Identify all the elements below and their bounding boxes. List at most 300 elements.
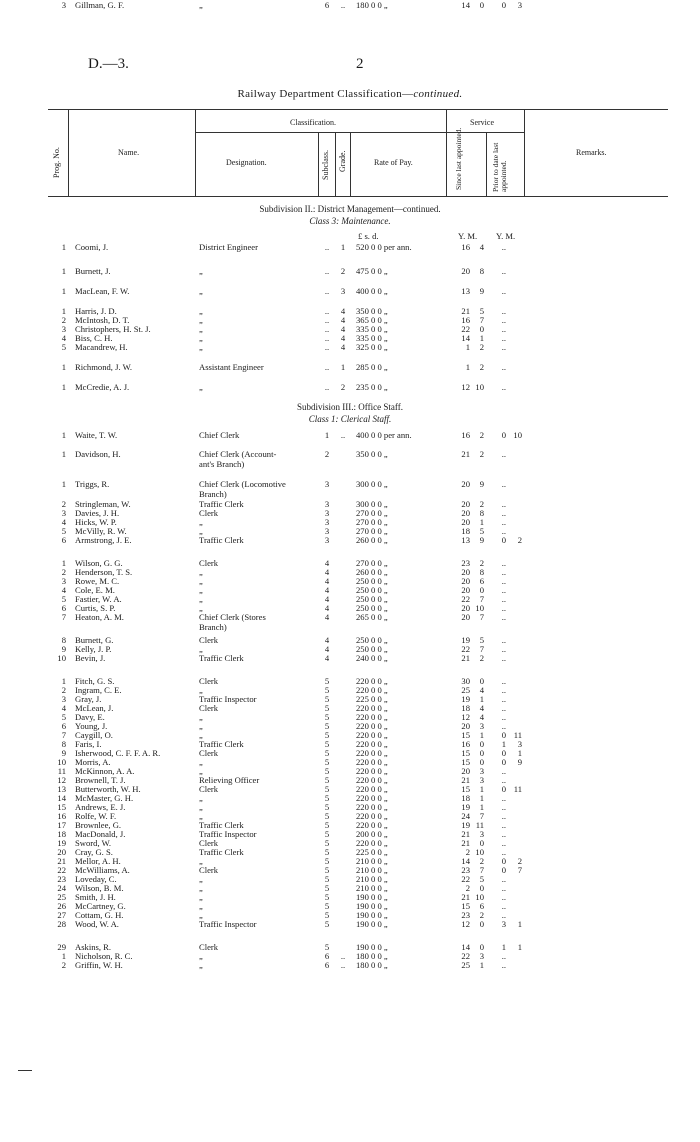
cell-sub: 5 xyxy=(324,942,330,952)
cell-y1: 23 xyxy=(461,865,470,875)
cell-y2: .. xyxy=(501,766,506,776)
cell-sub: 5 xyxy=(324,802,330,812)
cell-name: Heaton, A. M. xyxy=(75,612,124,622)
cell-no: 3 xyxy=(61,694,66,704)
cell-grade: .. xyxy=(340,951,346,961)
cell-grade: .. xyxy=(340,960,346,970)
cell-no: 1 xyxy=(61,382,66,392)
cell-no: 5 xyxy=(61,526,66,536)
cell-y1: 15 xyxy=(461,748,470,758)
cell-sub: 5 xyxy=(324,721,330,731)
cell-desig: Traffic Clerk xyxy=(199,820,244,830)
cell-name: Macandrew, H. xyxy=(75,342,128,352)
cell-no: 1 xyxy=(61,558,66,568)
cell-rate: 300 0 0 „ xyxy=(356,479,388,489)
cell-no: 3 xyxy=(61,324,66,334)
cell-y2: .. xyxy=(501,526,506,536)
cell-name: McVilly, R. W. xyxy=(75,526,127,536)
cell-m1: 5 xyxy=(479,526,484,536)
cell-y2: .. xyxy=(501,960,506,970)
cell-sub: .. xyxy=(324,306,330,316)
cell-y1: 20 xyxy=(461,567,470,577)
cell-desig: Clerk xyxy=(199,703,219,713)
cell-no: 18 xyxy=(57,829,66,839)
cell-y1: 20 xyxy=(461,721,470,731)
cell-y1: 22 xyxy=(461,644,470,654)
cell-name: Young, J. xyxy=(75,721,108,731)
cell-m1: 6 xyxy=(479,901,484,911)
cell-no: 8 xyxy=(61,739,66,749)
cell-y2: .. xyxy=(501,585,506,595)
cell-name: Isherwood, C. F. F. A. R. xyxy=(75,748,161,758)
cell-sub: 5 xyxy=(324,793,330,803)
cell-y2: 0 xyxy=(501,856,506,866)
cell-sub: 5 xyxy=(324,748,330,758)
cell-sub: 5 xyxy=(324,676,330,686)
cell-y2: .. xyxy=(501,635,506,645)
cell-no: 2 xyxy=(61,315,66,325)
table-row xyxy=(0,286,700,297)
cell-name: Gillman, G. F. xyxy=(75,0,125,10)
cell-desig: „ xyxy=(199,883,203,893)
cell-y1: 2 xyxy=(465,847,470,857)
cell-desig-cont: ant's Branch) xyxy=(199,459,245,469)
cell-y1: 12 xyxy=(461,712,470,722)
cell-no: 13 xyxy=(57,784,66,794)
cell-m1: 4 xyxy=(479,703,484,713)
cell-m1: 7 xyxy=(479,865,484,875)
cell-y2: .. xyxy=(501,333,506,343)
cell-m1: 1 xyxy=(479,517,484,527)
cell-rate: 220 0 0 „ xyxy=(356,766,388,776)
cell-rate: 350 0 0 „ xyxy=(356,306,388,316)
cell-m1: 0 xyxy=(479,838,484,848)
table-row xyxy=(0,266,700,277)
cell-name: Sword, W. xyxy=(75,838,112,848)
name-header: Name. xyxy=(118,148,140,157)
cell-y1: 15 xyxy=(461,757,470,767)
cell-sub: 5 xyxy=(324,838,330,848)
cell-y1: 12 xyxy=(461,919,470,929)
cell-name: Cottam, G. H. xyxy=(75,910,124,920)
cell-y1: 18 xyxy=(461,526,470,536)
table-row xyxy=(0,653,700,664)
cell-sub: 5 xyxy=(324,739,330,749)
cell-no: 5 xyxy=(61,712,66,722)
cell-no: 1 xyxy=(61,449,66,459)
cell-m1: 7 xyxy=(479,811,484,821)
cell-no: 9 xyxy=(61,748,66,758)
cell-name: Coomi, J. xyxy=(75,242,109,252)
cell-rate: 220 0 0 „ xyxy=(356,775,388,785)
cell-desig: Clerk xyxy=(199,676,219,686)
cell-no: 7 xyxy=(61,730,66,740)
cell-sub: 5 xyxy=(324,910,330,920)
cell-desig: „ xyxy=(199,892,203,902)
cell-m1: 2 xyxy=(479,558,484,568)
cell-grade: 4 xyxy=(340,324,346,334)
cell-y1: 20 xyxy=(461,479,470,489)
cell-rate: 220 0 0 „ xyxy=(356,757,388,767)
cell-sub: 4 xyxy=(324,567,330,577)
cell-y2: .. xyxy=(501,820,506,830)
cell-y2: .. xyxy=(501,286,506,296)
cell-y1: 13 xyxy=(461,286,470,296)
cell-name: McKinnon, A. A. xyxy=(75,766,135,776)
cell-y2: .. xyxy=(501,676,506,686)
cell-desig: „ xyxy=(199,685,203,695)
cell-m2: 3 xyxy=(517,0,522,10)
cell-no: 24 xyxy=(57,883,66,893)
cell-desig: „ xyxy=(199,901,203,911)
cell-name: Henderson, T. S. xyxy=(75,567,133,577)
cell-m1: 3 xyxy=(479,829,484,839)
cell-m1: 7 xyxy=(479,315,484,325)
cell-rate: 260 0 0 „ xyxy=(356,567,388,577)
table-row xyxy=(0,919,700,930)
cell-m1: 0 xyxy=(479,942,484,952)
cell-rate: 210 0 0 „ xyxy=(356,856,388,866)
cell-no: 1 xyxy=(61,362,66,372)
cell-y2: 0 xyxy=(501,748,506,758)
cell-desig: „ xyxy=(199,266,203,276)
cell-desig: „ xyxy=(199,342,203,352)
cell-no: 21 xyxy=(57,856,66,866)
cell-y1: 21 xyxy=(461,449,470,459)
cell-m1: 10 xyxy=(475,892,484,902)
cell-rate: 190 0 0 „ xyxy=(356,892,388,902)
cell-y1: 15 xyxy=(461,901,470,911)
cell-y1: 20 xyxy=(461,508,470,518)
cell-name: Askins, R. xyxy=(75,942,112,952)
cell-name: Mellor, A. H. xyxy=(75,856,121,866)
cell-rate: 270 0 0 „ xyxy=(356,517,388,527)
cell-no: 4 xyxy=(61,585,66,595)
cell-no: 10 xyxy=(57,653,66,663)
cell-no: 27 xyxy=(57,910,66,920)
cell-rate: 220 0 0 „ xyxy=(356,784,388,794)
cell-y2: .. xyxy=(501,694,506,704)
page-title xyxy=(0,88,700,100)
cell-no: 2 xyxy=(61,567,66,577)
cell-y1: 18 xyxy=(461,793,470,803)
cell-y2: .. xyxy=(501,829,506,839)
cell-y1: 23 xyxy=(461,558,470,568)
cell-m1: 0 xyxy=(479,676,484,686)
cell-m1: 9 xyxy=(479,479,484,489)
cell-rate: 260 0 0 „ xyxy=(356,535,388,545)
cell-sub: 5 xyxy=(324,811,330,821)
cell-y1: 15 xyxy=(461,784,470,794)
cell-y2: .. xyxy=(501,874,506,884)
cell-rate: 250 0 0 „ xyxy=(356,594,388,604)
cell-desig: „ xyxy=(199,960,203,970)
cell-grade: 1 xyxy=(340,242,346,252)
cell-y2: .. xyxy=(501,644,506,654)
cell-rate: 475 0 0 „ xyxy=(356,266,388,276)
cell-y1: 21 xyxy=(461,829,470,839)
cell-desig: „ xyxy=(199,315,203,325)
cell-m1: 3 xyxy=(479,951,484,961)
cell-desig-cont: Branch) xyxy=(199,489,227,499)
cell-rate: 220 0 0 „ xyxy=(356,685,388,695)
cell-y1: 20 xyxy=(461,603,470,613)
cell-y2: 0 xyxy=(501,0,506,10)
cell-name: Christophers, H. St. J. xyxy=(75,324,151,334)
cell-sub: 6 xyxy=(324,960,330,970)
cell-rate: 250 0 0 „ xyxy=(356,635,388,645)
cell-desig: Clerk xyxy=(199,942,219,952)
table-row xyxy=(0,479,700,490)
classification-header: Classification. xyxy=(290,118,336,127)
cell-desig: Traffic Clerk xyxy=(199,739,244,749)
cell-no: 9 xyxy=(61,644,66,654)
cell-m1: 0 xyxy=(479,919,484,929)
cell-m1: 0 xyxy=(479,585,484,595)
cell-grade: 4 xyxy=(340,315,346,325)
table-row xyxy=(0,449,700,460)
cell-grade: 4 xyxy=(340,306,346,316)
cell-m1: 8 xyxy=(479,567,484,577)
cell-rate: 270 0 0 „ xyxy=(356,526,388,536)
cell-sub: 4 xyxy=(324,603,330,613)
cell-sub: 3 xyxy=(324,499,330,509)
cell-y1: 14 xyxy=(461,333,470,343)
cell-m1: 2 xyxy=(479,342,484,352)
cell-rate: 180 0 0 „ xyxy=(356,960,388,970)
cell-name: Kelly, J. P. xyxy=(75,644,112,654)
cell-no: 6 xyxy=(61,721,66,731)
cell-desig: Clerk xyxy=(199,838,219,848)
remarks-header: Remarks. xyxy=(576,148,607,157)
cell-name: Rowe, M. C. xyxy=(75,576,120,586)
table-row xyxy=(0,242,700,253)
cell-no: 10 xyxy=(57,757,66,767)
cell-desig: Traffic Inspector xyxy=(199,694,257,704)
cell-no: 3 xyxy=(61,0,66,10)
cell-y1: 1 xyxy=(465,342,470,352)
cell-y1: 19 xyxy=(461,635,470,645)
cell-m1: 0 xyxy=(479,757,484,767)
cell-m1: 2 xyxy=(479,856,484,866)
cell-desig: „ xyxy=(199,874,203,884)
cell-y1: 21 xyxy=(461,775,470,785)
cell-y2: .. xyxy=(501,847,506,857)
title-main: Railway Department Classification— xyxy=(237,88,414,100)
cell-sub: .. xyxy=(324,333,330,343)
section-class: Class 1: Clerical Staff. xyxy=(308,414,392,424)
cell-rate: 210 0 0 „ xyxy=(356,883,388,893)
cell-no: 1 xyxy=(61,676,66,686)
cell-sub: 5 xyxy=(324,784,330,794)
cell-sub: 5 xyxy=(324,703,330,713)
cell-name: McCredie, A. J. xyxy=(75,382,130,392)
document-reference: D.—3. xyxy=(88,56,129,72)
cell-sub: 4 xyxy=(324,644,330,654)
cell-name: Hicks, W. P. xyxy=(75,517,117,527)
cell-y2: .. xyxy=(501,558,506,568)
cell-y1: 22 xyxy=(461,951,470,961)
cell-y1: 16 xyxy=(461,739,470,749)
cell-no: 19 xyxy=(57,838,66,848)
cell-sub: 5 xyxy=(324,829,330,839)
cell-name: Waite, T. W. xyxy=(75,430,118,440)
cell-no: 4 xyxy=(61,333,66,343)
cell-rate: 300 0 0 „ xyxy=(356,499,388,509)
cell-desig: „ xyxy=(199,856,203,866)
cell-no: 28 xyxy=(57,919,66,929)
cell-desig-cont: Branch) xyxy=(199,622,227,632)
cell-no: 20 xyxy=(57,847,66,857)
cell-y1: 21 xyxy=(461,306,470,316)
cell-y2: .. xyxy=(501,576,506,586)
cell-name: MacDonald, J. xyxy=(75,829,126,839)
cell-no: 4 xyxy=(61,703,66,713)
cell-no: 4 xyxy=(61,517,66,527)
cell-desig: „ xyxy=(199,712,203,722)
cell-y1: 15 xyxy=(461,730,470,740)
section-title: Subdivision II.: District Management—continued. xyxy=(259,204,441,214)
cell-desig: Clerk xyxy=(199,865,219,875)
cell-no: 12 xyxy=(57,775,66,785)
cell-sub: .. xyxy=(324,362,330,372)
cell-y2: .. xyxy=(501,892,506,902)
cell-rate: 235 0 0 „ xyxy=(356,382,388,392)
cell-y2: .. xyxy=(501,315,506,325)
service-units: Y. M. xyxy=(458,231,478,241)
cell-name: Bevin, J. xyxy=(75,653,106,663)
cell-desig: Traffic Clerk xyxy=(199,847,244,857)
cell-sub: 5 xyxy=(324,919,330,929)
cell-rate: 190 0 0 „ xyxy=(356,901,388,911)
cell-y2: .. xyxy=(501,612,506,622)
cell-m2: 3 xyxy=(517,739,522,749)
cell-y2: 0 xyxy=(501,535,506,545)
cell-no: 1 xyxy=(61,306,66,316)
cell-m1: 6 xyxy=(479,576,484,586)
cell-y1: 14 xyxy=(461,942,470,952)
cell-y2: .. xyxy=(501,594,506,604)
cell-rate: 365 0 0 „ xyxy=(356,315,388,325)
cell-no: 2 xyxy=(61,960,66,970)
cell-y2: .. xyxy=(501,603,506,613)
cell-name: Davies, J. H. xyxy=(75,508,120,518)
cell-rate: 225 0 0 „ xyxy=(356,847,388,857)
cell-y2: .. xyxy=(501,793,506,803)
cell-desig: Chief Clerk (Account- xyxy=(199,449,277,459)
cell-name: Harris, J. D. xyxy=(75,306,117,316)
cell-y2: .. xyxy=(501,951,506,961)
cell-no: 3 xyxy=(61,576,66,586)
cell-m1: 11 xyxy=(475,820,484,830)
cell-rate: 250 0 0 „ xyxy=(356,585,388,595)
cell-sub: .. xyxy=(324,342,330,352)
cell-desig: „ xyxy=(199,567,203,577)
cell-m1: 2 xyxy=(479,653,484,663)
cell-y2: .. xyxy=(501,449,506,459)
currency-units: £ s. d. xyxy=(358,231,379,241)
cell-name: Fitch, G. S. xyxy=(75,676,115,686)
cell-rate: 210 0 0 „ xyxy=(356,874,388,884)
cell-y2: 0 xyxy=(501,430,506,440)
cell-desig: „ xyxy=(199,333,203,343)
cell-name: Rolfe, W. F. xyxy=(75,811,117,821)
cell-sub: 3 xyxy=(324,479,330,489)
cell-rate: 220 0 0 „ xyxy=(356,793,388,803)
cell-no: 25 xyxy=(57,892,66,902)
cell-desig: „ xyxy=(199,594,203,604)
cell-name: Armstrong, J. E. xyxy=(75,535,132,545)
cell-sub: 5 xyxy=(324,712,330,722)
cell-rate: 250 0 0 „ xyxy=(356,603,388,613)
cell-y1: 20 xyxy=(461,612,470,622)
cell-desig: Chief Clerk xyxy=(199,430,240,440)
cell-m1: 8 xyxy=(479,266,484,276)
cell-no: 1 xyxy=(61,242,66,252)
cell-name: Nicholson, R. C. xyxy=(75,951,133,961)
cell-y1: 20 xyxy=(461,517,470,527)
cell-name: Fastier, W. A. xyxy=(75,594,122,604)
cell-desig: „ xyxy=(199,0,203,10)
cell-desig: „ xyxy=(199,793,203,803)
cell-y2: 0 xyxy=(501,730,506,740)
cell-desig: „ xyxy=(199,644,203,654)
cell-grade: 3 xyxy=(340,286,346,296)
cell-y2: .. xyxy=(501,712,506,722)
cell-desig: Traffic Clerk xyxy=(199,535,244,545)
cell-grade: .. xyxy=(340,0,346,10)
prog-no-header: Prog. No. xyxy=(52,147,61,178)
cell-m1: 9 xyxy=(479,535,484,545)
cell-no: 1 xyxy=(61,951,66,961)
cell-m1: 3 xyxy=(479,766,484,776)
cell-y2: .. xyxy=(501,838,506,848)
cell-no: 5 xyxy=(61,594,66,604)
cell-m1: 9 xyxy=(479,286,484,296)
cell-m1: 4 xyxy=(479,712,484,722)
cell-y2: .. xyxy=(501,802,506,812)
cell-y1: 16 xyxy=(461,430,470,440)
cell-no: 2 xyxy=(61,499,66,509)
cell-sub: 5 xyxy=(324,730,330,740)
cell-sub: 5 xyxy=(324,820,330,830)
cell-y2: .. xyxy=(501,342,506,352)
cell-m2: 10 xyxy=(513,430,522,440)
cell-m1: 1 xyxy=(479,802,484,812)
cell-desig: Clerk xyxy=(199,508,219,518)
cell-y1: 20 xyxy=(461,266,470,276)
cell-rate: 210 0 0 „ xyxy=(356,865,388,875)
cell-y2: .. xyxy=(501,517,506,527)
cell-y1: 2 xyxy=(465,883,470,893)
cell-y1: 30 xyxy=(461,676,470,686)
cell-y2: 1 xyxy=(501,739,506,749)
service-header: Service xyxy=(470,118,494,127)
cell-m1: 10 xyxy=(475,847,484,857)
cell-y2: .. xyxy=(501,721,506,731)
cell-rate: 335 0 0 „ xyxy=(356,333,388,343)
cell-y1: 12 xyxy=(461,382,470,392)
cell-no: 14 xyxy=(57,793,66,803)
cell-no: 23 xyxy=(57,874,66,884)
cell-m1: 7 xyxy=(479,612,484,622)
cell-y1: 14 xyxy=(461,0,470,10)
cell-name: Cole, E. M. xyxy=(75,585,115,595)
cell-no: 29 xyxy=(57,942,66,952)
cell-rate: 220 0 0 „ xyxy=(356,802,388,812)
cell-no: 2 xyxy=(61,685,66,695)
cell-name: Smith, J. H. xyxy=(75,892,116,902)
